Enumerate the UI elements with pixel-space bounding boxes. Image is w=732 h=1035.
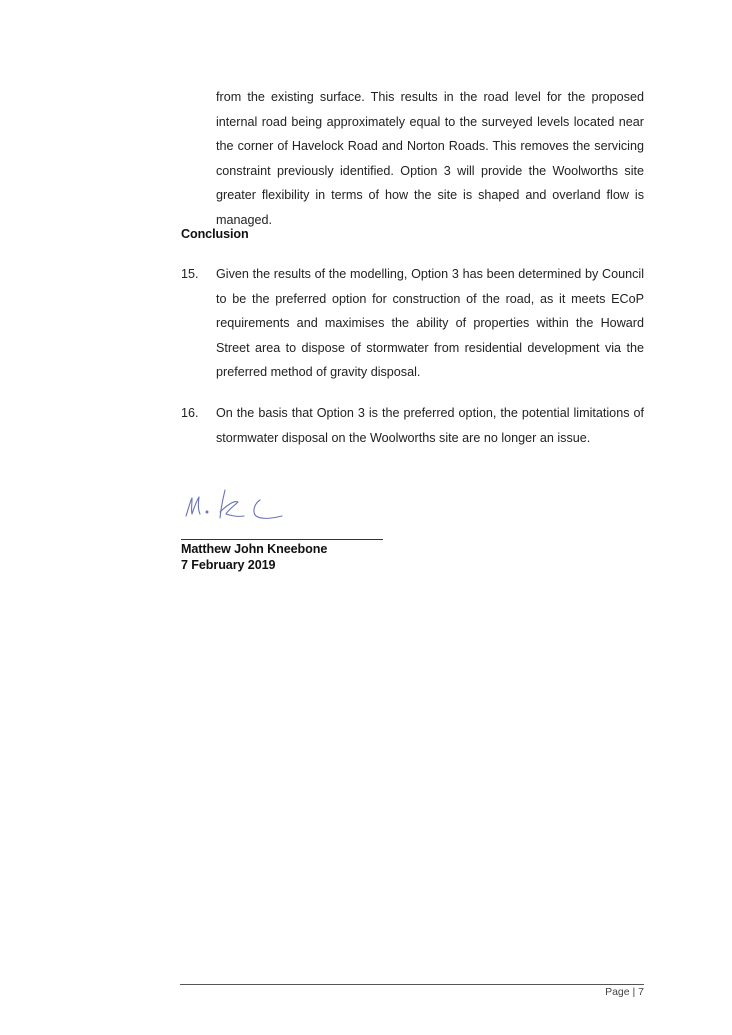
signature-date: 7 February 2019 <box>181 558 276 572</box>
section-heading-conclusion: Conclusion <box>181 227 249 241</box>
page-number: Page | 7 <box>605 986 644 998</box>
handwritten-signature <box>182 486 292 522</box>
paragraph-number: 15. <box>181 267 199 281</box>
footer-divider <box>180 984 644 985</box>
intro-paragraph: from the existing surface. This results in the road level for the proposed internal road being approximately equal to the surveyed levels located near the corner of Havelock Road and Norton Roads. This removes the servicing constraint previously identified. Option 3 will provide the Woolworths site greater flexibility in terms of how the site is shaped and overland flow is managed. <box>216 90 644 227</box>
paragraph-text: Given the results of the modelling, Option 3 has been determined by Council to be the preferred option for construction of the road, as it meets ECoP requirements and maximises the ability of properties within the Howard Street area to dispose of stormwater from residential development via the preferred method of gravity disposal. <box>216 267 644 380</box>
signature-line <box>181 539 383 540</box>
paragraph-number: 16. <box>181 406 199 420</box>
signer-name: Matthew John Kneebone <box>181 542 328 556</box>
paragraph-text: On the basis that Option 3 is the preferred option, the potential limitations of stormwater disposal on the Woolworths site are no longer an issue. <box>216 406 644 445</box>
